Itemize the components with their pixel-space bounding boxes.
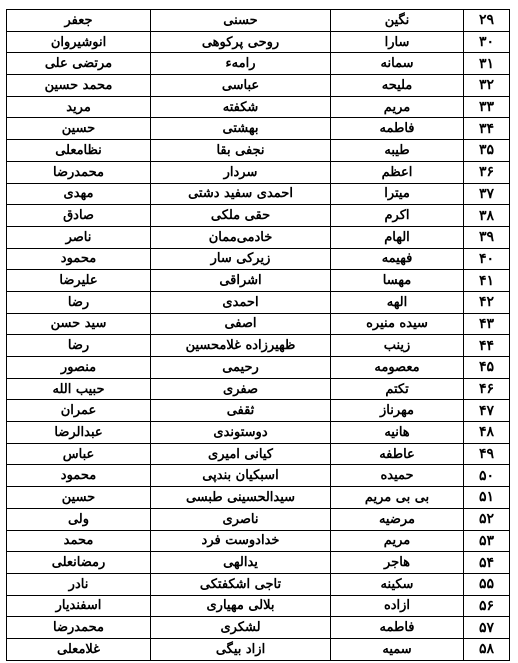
row-number-cell: ۵۷ [464,617,510,639]
table-row [7,118,510,140]
row-number-cell: ۴۹ [464,443,510,465]
row-number-cell: ۳۱ [464,53,510,75]
row-number-cell: ۵۵ [464,573,510,595]
last-name-cell: اصفی [151,313,331,335]
father-name-cell: حبیب الله [7,378,151,400]
first-name-cell: فاطمه [331,617,464,639]
last-name-cell: حقی ملکی [151,205,331,227]
first-name-cell: سارا [331,31,464,53]
row-number-cell: ۴۴ [464,335,510,357]
row-number-cell: ۳۳ [464,96,510,118]
first-name-cell: مهسا [331,270,464,292]
table-row [7,443,510,465]
row-number-cell: ۴۳ [464,313,510,335]
father-name-cell: جعفر [7,10,151,32]
table-row [7,552,510,574]
table-row [7,183,510,205]
first-name-cell: هانیه [331,422,464,444]
father-name-cell: سید حسن [7,313,151,335]
last-name-cell: نجفی بقا [151,140,331,162]
last-name-cell: ثقفی [151,400,331,422]
father-name-cell: نادر [7,573,151,595]
father-name-cell: عبدالرضا [7,422,151,444]
table-row [7,335,510,357]
father-name-cell: ناصر [7,226,151,248]
table-row [7,530,510,552]
row-number-cell: ۴۶ [464,378,510,400]
father-name-cell: محمود [7,465,151,487]
row-number-cell: ۳۸ [464,205,510,227]
last-name-cell: سیدالحسینی طبسی [151,487,331,509]
table-row [7,96,510,118]
father-name-cell: محمدرضا [7,617,151,639]
first-name-cell: ملیحه [331,75,464,97]
row-number-cell: ۵۸ [464,638,510,660]
last-name-cell: لشکری [151,617,331,639]
table-row [7,400,510,422]
first-name-cell: فاطمه [331,118,464,140]
father-name-cell: رضا [7,291,151,313]
first-name-cell: حمیده [331,465,464,487]
roster-table [6,9,510,661]
last-name-cell: عباسی [151,75,331,97]
first-name-cell: سمانه [331,53,464,75]
first-name-cell: معصومه [331,357,464,379]
row-number-cell: ۳۴ [464,118,510,140]
table-row [7,508,510,530]
first-name-cell: الهه [331,291,464,313]
row-number-cell: ۴۸ [464,422,510,444]
last-name-cell: سردار [151,161,331,183]
table-row [7,378,510,400]
table-row [7,140,510,162]
last-name-cell: رحیمی [151,357,331,379]
table-row [7,595,510,617]
roster-sheet [6,9,509,661]
table-row [7,248,510,270]
father-name-cell: ولی [7,508,151,530]
last-name-cell: ناصری [151,508,331,530]
first-name-cell: عاطفه [331,443,464,465]
row-number-cell: ۴۷ [464,400,510,422]
row-number-cell: ۵۴ [464,552,510,574]
last-name-cell: تاجی اشکفتکی [151,573,331,595]
father-name-cell: عباس [7,443,151,465]
row-number-cell: ۵۶ [464,595,510,617]
first-name-cell: مریم [331,96,464,118]
table-row [7,465,510,487]
first-name-cell: سمیه [331,638,464,660]
first-name-cell: بی بی مریم [331,487,464,509]
last-name-cell: بهشتی [151,118,331,140]
row-number-cell: ۵۱ [464,487,510,509]
row-number-cell: ۳۲ [464,75,510,97]
father-name-cell: عمران [7,400,151,422]
row-number-cell: ۴۵ [464,357,510,379]
first-name-cell: مریم [331,530,464,552]
father-name-cell: اسفندیار [7,595,151,617]
last-name-cell: اسبکیان بندپی [151,465,331,487]
row-number-cell: ۳۰ [464,31,510,53]
last-name-cell: حسنی [151,10,331,32]
row-number-cell: ۳۶ [464,161,510,183]
father-name-cell: محمد [7,530,151,552]
table-row [7,53,510,75]
row-number-cell: ۵۳ [464,530,510,552]
table-row [7,617,510,639]
last-name-cell: رامهء [151,53,331,75]
first-name-cell: فهیمه [331,248,464,270]
father-name-cell: مرتضی علی [7,53,151,75]
table-row [7,487,510,509]
last-name-cell: ازاد بیگی [151,638,331,660]
last-name-cell: کیانی امیری [151,443,331,465]
last-name-cell: ظهیرزاده غلامحسین [151,335,331,357]
table-row [7,291,510,313]
row-number-cell: ۵۰ [464,465,510,487]
first-name-cell: طیبه [331,140,464,162]
last-name-cell: احمدی [151,291,331,313]
first-name-cell: زینب [331,335,464,357]
row-number-cell: ۴۲ [464,291,510,313]
row-number-cell: ۳۵ [464,140,510,162]
father-name-cell: منصور [7,357,151,379]
first-name-cell: مهرناز [331,400,464,422]
last-name-cell: دوستوندی [151,422,331,444]
row-number-cell: ۴۱ [464,270,510,292]
table-row [7,10,510,32]
last-name-cell: خدادوست فرد [151,530,331,552]
table-row [7,31,510,53]
father-name-cell: نظامعلی [7,140,151,162]
first-name-cell: سیده منیره [331,313,464,335]
last-name-cell: زیرکی سار [151,248,331,270]
father-name-cell: مهدی [7,183,151,205]
last-name-cell: روحی پرکوهی [151,31,331,53]
table-row [7,422,510,444]
first-name-cell: تکتم [331,378,464,400]
father-name-cell: محمدرضا [7,161,151,183]
first-name-cell: اعظم [331,161,464,183]
last-name-cell: شکفته [151,96,331,118]
last-name-cell: احمدی سفید دشتی [151,183,331,205]
table-row [7,161,510,183]
table-row [7,75,510,97]
first-name-cell: میترا [331,183,464,205]
father-name-cell: حسین [7,118,151,140]
table-row [7,313,510,335]
first-name-cell: الهام [331,226,464,248]
first-name-cell: ازاده [331,595,464,617]
father-name-cell: محمد حسین [7,75,151,97]
row-number-cell: ۳۷ [464,183,510,205]
first-name-cell: نگین [331,10,464,32]
father-name-cell: محمود [7,248,151,270]
roster-table-body [7,10,510,661]
father-name-cell: غلامعلی [7,638,151,660]
row-number-cell: ۵۲ [464,508,510,530]
father-name-cell: رضا [7,335,151,357]
father-name-cell: رمضانعلی [7,552,151,574]
table-row [7,270,510,292]
last-name-cell: خادمی‌ممان [151,226,331,248]
table-row [7,573,510,595]
first-name-cell: مرضیه [331,508,464,530]
last-name-cell: یدالهی [151,552,331,574]
father-name-cell: حسین [7,487,151,509]
father-name-cell: مرید [7,96,151,118]
last-name-cell: بلالی مهیاری [151,595,331,617]
father-name-cell: انوشیروان [7,31,151,53]
father-name-cell: صادق [7,205,151,227]
table-row [7,638,510,660]
table-row [7,205,510,227]
last-name-cell: اشراقی [151,270,331,292]
row-number-cell: ۳۹ [464,226,510,248]
table-row [7,226,510,248]
last-name-cell: صفری [151,378,331,400]
row-number-cell: ۲۹ [464,10,510,32]
father-name-cell: علیرضا [7,270,151,292]
first-name-cell: هاجر [331,552,464,574]
row-number-cell: ۴۰ [464,248,510,270]
table-row [7,357,510,379]
first-name-cell: اکرم [331,205,464,227]
first-name-cell: سکینه [331,573,464,595]
